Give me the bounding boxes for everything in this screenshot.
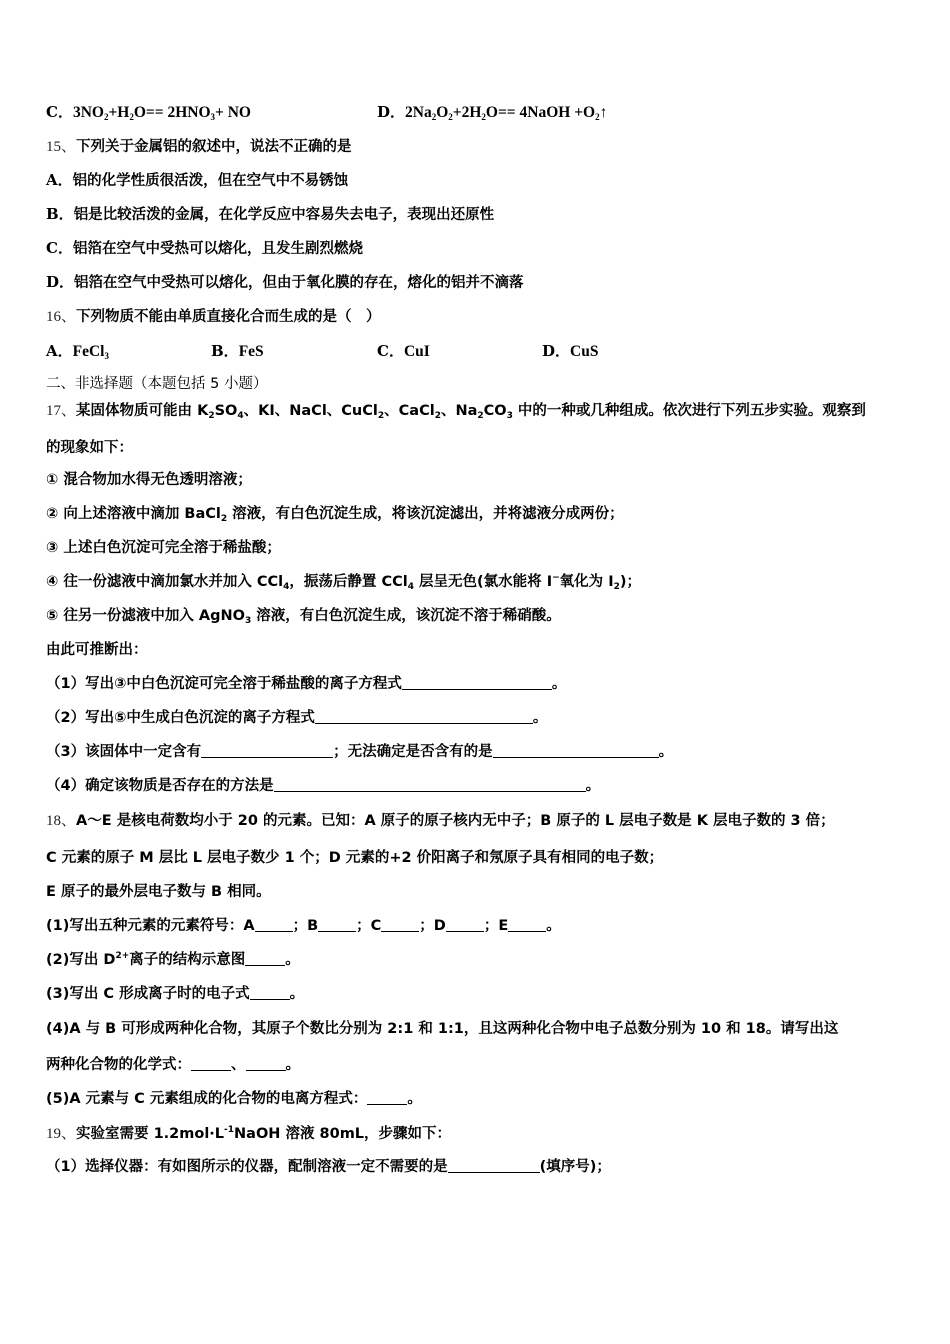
q14-option-c xyxy=(46,102,251,123)
q17-step-5: ⑤ 往另一份滤液中加入 AgNO$_3$ 溶液，有白色沉淀生成，该沉淀不溶于稀硝酸。 xyxy=(46,608,561,626)
q16-option-a xyxy=(46,341,109,362)
question-text: A～E 是核电荷数均小于 20 的元素。已知：A 原子的原子核内无中子；B 原子的 L 层电子数是 K 层电子数的 3 倍； xyxy=(76,813,835,829)
option-text: 铝箔在空气中受热可以熔化，且发生剧烈燃烧 xyxy=(72,241,363,257)
step-marker: ② xyxy=(46,506,59,522)
subquestion-label: (1) xyxy=(46,918,70,934)
q18-sub-3: (3)写出 C 形成离子时的电子式 。 xyxy=(46,986,305,1002)
answer-blank[interactable] xyxy=(402,675,552,690)
answer-blank-d[interactable] xyxy=(446,917,484,932)
q18-sub-2: (2)写出 $D^{2+}$离子的结构示意图 。 xyxy=(46,951,300,968)
q16-option-d xyxy=(542,341,598,362)
subquestion-label: (5) xyxy=(46,1091,70,1107)
subquestion-label: (4) xyxy=(46,1021,70,1037)
option-formula: CuS xyxy=(570,343,599,360)
q17-sub-4: （4）确定该物质是否存在的方法是 。 xyxy=(46,778,601,794)
option-label: C． xyxy=(377,342,404,360)
q18-sub-1: (1)写出五种元素的元素符号：A ；B ；C ；D ；E 。 xyxy=(46,918,561,934)
question-number: 16、 xyxy=(46,309,77,325)
answer-blank[interactable] xyxy=(315,709,533,724)
q18-sub-4: (4)A 与 B 可形成两种化合物，其原子个数比分别为 2:1 和 1:1，且这两种化合物中电子总数分别为 10 和 18。请写出这 xyxy=(46,1021,839,1037)
q16-option-b xyxy=(211,341,264,362)
answer-blank[interactable] xyxy=(274,777,586,792)
q17-sub-3: （3）该固体中一定含有 ；无法确定是否含有的是 。 xyxy=(46,744,674,760)
answer-blank-a[interactable] xyxy=(255,917,293,932)
q15-option-c xyxy=(46,238,363,259)
subquestion-label: (2) xyxy=(46,952,70,968)
q18-stem-line1 xyxy=(46,810,835,831)
question-text: 实验室需要 $1.2mol\cdot L^{-1}NaOH$ 溶液 80mL，步骤如下： xyxy=(76,1125,452,1142)
q19-sub-1: （1）选择仪器：有如图所示的仪器，配制溶液一定不需要的是 (填序号)； xyxy=(46,1159,611,1175)
option-label: A． xyxy=(46,342,73,360)
q16-option-c xyxy=(377,341,430,362)
step-marker: ③ xyxy=(46,540,59,556)
option-formula: CuI xyxy=(403,343,430,360)
step-marker: ① xyxy=(46,472,59,488)
option-label: D． xyxy=(377,103,406,121)
step-marker: ④ xyxy=(46,574,59,590)
subquestion-label: （1） xyxy=(46,676,86,692)
option-label: D． xyxy=(46,273,75,291)
question-text: 某固体物质可能由 $K_2SO_4$、KI、NaCl、CuCl$_2$、CaCl$_2$、$Na_2CO_3$ 中的一种或几种组成。依次进行下列五步实验。观察到 xyxy=(76,403,866,421)
option-label: B． xyxy=(211,342,239,360)
q17-step-2: ② 向上述溶液中滴加 BaCl$_2$ 溶液，有白色沉淀生成，将该沉淀滤出，并将滤液分成两份； xyxy=(46,506,624,524)
q15-option-b xyxy=(46,204,494,225)
answer-blank[interactable] xyxy=(246,1056,286,1071)
question-number: 17、 xyxy=(46,403,77,419)
q15-option-a xyxy=(46,170,348,191)
subquestion-label: （2） xyxy=(46,710,86,726)
option-formula: $2Na_2O_2+2H_2O==$ 4NaOH $+O_2↑$ xyxy=(405,104,608,122)
q18-sub-4-line2: 两种化合物的化学式： 、 。 xyxy=(46,1057,300,1073)
answer-blank[interactable] xyxy=(201,743,333,758)
subquestion-label: （1） xyxy=(46,1159,86,1175)
subquestion-label: （3） xyxy=(46,744,86,760)
option-text: 铝箔在空气中受热可以熔化，但由于氧化膜的存在，熔化的铝并不滴落 xyxy=(74,275,524,291)
step-marker: ⑤ xyxy=(46,608,59,624)
q16-stem xyxy=(46,306,381,327)
q15-stem xyxy=(46,136,352,157)
subquestion-label: (3) xyxy=(46,986,70,1002)
q17-sub-2: （2）写出⑤中生成白色沉淀的离子方程式 。 xyxy=(46,710,548,726)
question-text: 下列物质不能由单质直接化合而生成的是（ ） xyxy=(76,309,381,325)
option-label: B． xyxy=(46,205,74,223)
answer-blank[interactable] xyxy=(245,951,285,966)
answer-blank-c[interactable] xyxy=(381,917,419,932)
answer-blank[interactable] xyxy=(448,1158,540,1173)
q18-sub-5: (5)A 元素与 C 元素组成的化合物的电离方程式： 。 xyxy=(46,1091,422,1107)
q17-stem xyxy=(46,400,866,421)
q17-sub-1: （1）写出③中白色沉淀可完全溶于稀盐酸的离子方程式 。 xyxy=(46,676,567,692)
q17-step-1: ① 混合物加水得无色透明溶液； xyxy=(46,472,252,488)
option-label: C． xyxy=(46,239,73,257)
question-text: 下列关于金属铝的叙述中，说法不正确的是 xyxy=(76,139,352,155)
option-label: D． xyxy=(542,342,571,360)
answer-blank[interactable] xyxy=(493,743,659,758)
q17-stem-line2: 的现象如下： xyxy=(46,440,133,456)
answer-blank-b[interactable] xyxy=(318,917,356,932)
option-label: C． xyxy=(46,103,73,121)
option-text: 铝是比较活泼的金属，在化学反应中容易失去电子，表现出还原性 xyxy=(73,207,495,223)
section-title: 二、非选择题（本题包括 5 小题） xyxy=(46,376,268,392)
q14-option-d xyxy=(377,102,607,123)
answer-blank[interactable] xyxy=(367,1090,407,1105)
option-formula: FeS xyxy=(238,343,264,360)
q18-stem-line2: C 元素的原子 M 层比 L 层电子数少 1 个；D 元素的+2 价阳离子和氖原子具有相同的电子数； xyxy=(46,850,664,866)
option-formula: FeCl$_3$ xyxy=(72,343,109,361)
option-formula: $3NO_2+H_2O== 2HNO_3+$ NO xyxy=(72,104,251,122)
q19-stem xyxy=(46,1123,451,1144)
question-number: 18、 xyxy=(46,813,77,829)
q18-stem-line3: E 原子的最外层电子数与 B 相同。 xyxy=(46,884,271,900)
q17-inference: 由此可推断出： xyxy=(46,642,148,658)
option-text: 铝的化学性质很活泼，但在空气中不易锈蚀 xyxy=(72,173,349,189)
subquestion-label: （4） xyxy=(46,778,86,794)
question-number: 19、 xyxy=(46,1126,77,1142)
question-number: 15、 xyxy=(46,139,77,155)
q17-step-4: ④ 往一份滤液中滴加氯水并加入 CCl$_4$，振荡后静置 CCl$_4$ 层呈无色(氯水能将 I−氧化为 $I_2$)； xyxy=(46,573,642,592)
q15-option-d xyxy=(46,272,524,293)
option-label: A． xyxy=(46,171,73,189)
answer-blank[interactable] xyxy=(191,1056,231,1071)
answer-blank[interactable] xyxy=(250,985,290,1000)
q17-step-3: ③ 上述白色沉淀可完全溶于稀盐酸； xyxy=(46,540,281,556)
answer-blank-e[interactable] xyxy=(508,917,546,932)
